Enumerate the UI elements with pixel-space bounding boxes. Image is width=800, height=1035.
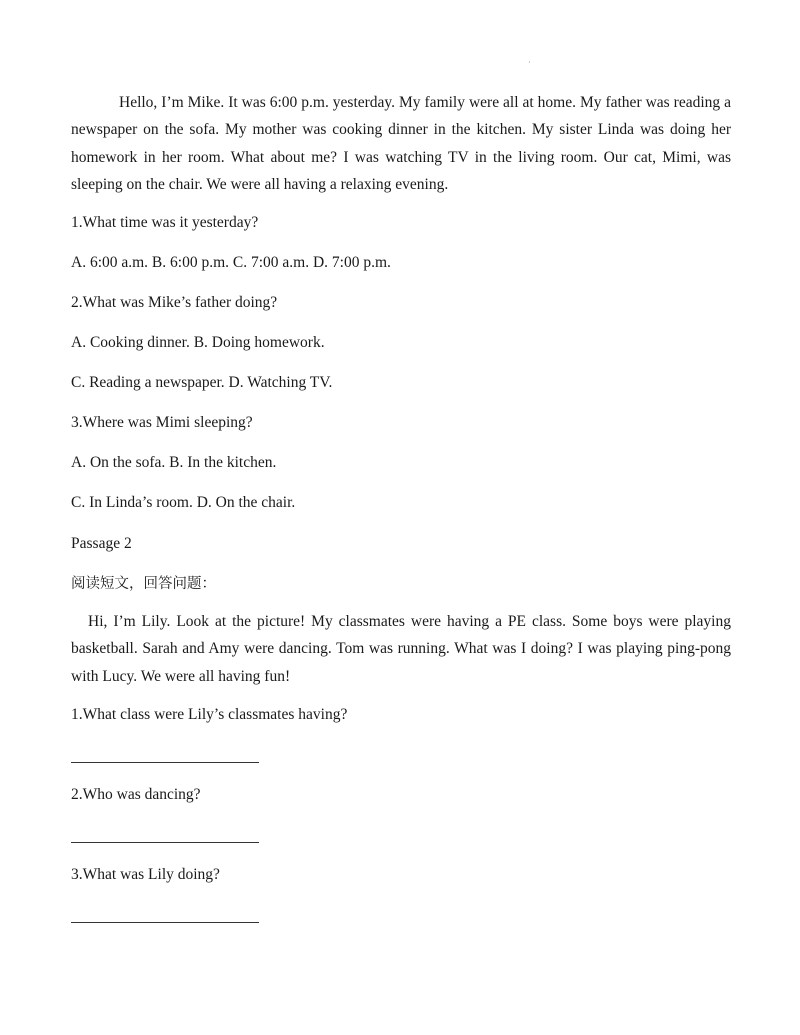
answer-line-2[interactable] (71, 842, 259, 843)
passage1-question-2-options-a: A. Cooking dinner. B. Doing homework. (71, 334, 325, 351)
passage1-question-3-options-a: A. On the sofa. B. In the kitchen. (71, 454, 277, 471)
passage2-heading: Passage 2 (71, 535, 132, 552)
passage1-question-3-options-b: C. In Linda’s room. D. On the chair. (71, 494, 296, 511)
answer-line-1[interactable] (71, 762, 259, 763)
top-mark: · (528, 58, 531, 67)
passage2-question-3: 3.What was Lily doing? (71, 866, 220, 883)
passage2-question-1: 1.What class were Lily’s classmates having? (71, 706, 348, 723)
passage1-text: Hello, I’m Mike. It was 6:00 p.m. yesterday. My family were all at home. My father was reading a newspaper on the sofa. My mother was cooking dinner in the kitchen. My sister Linda was doing her homework in her room. What about me? I was watching TV in the living room. Our cat, Mimi, was sleeping on the chair. We were all having a relaxing evening. (71, 94, 731, 193)
passage2-text: Hi, I’m Lily. Look at the picture! My classmates were having a PE class. Some boys were playing basketball. Sarah and Amy were dancing. Tom was running. What was I doing? I was playing ping-pong with Lucy. We were all having fun! (71, 613, 731, 685)
passage1-question-2-options-b: C. Reading a newspaper. D. Watching TV. (71, 374, 333, 391)
passage1-question-1: 1.What time was it yesterday? (71, 214, 259, 231)
answer-line-3[interactable] (71, 922, 259, 923)
passage2-instruction: 阅读短文，回答问题： (71, 576, 216, 592)
passage1-question-3: 3.Where was Mimi sleeping? (71, 414, 253, 431)
passage1-question-1-options: A. 6:00 a.m. B. 6:00 p.m. C. 7:00 a.m. D. 7:00 p.m. (71, 254, 391, 271)
passage1-question-2: 2.What was Mike’s father doing? (71, 294, 278, 311)
passage2-question-2: 2.Who was dancing? (71, 786, 201, 803)
